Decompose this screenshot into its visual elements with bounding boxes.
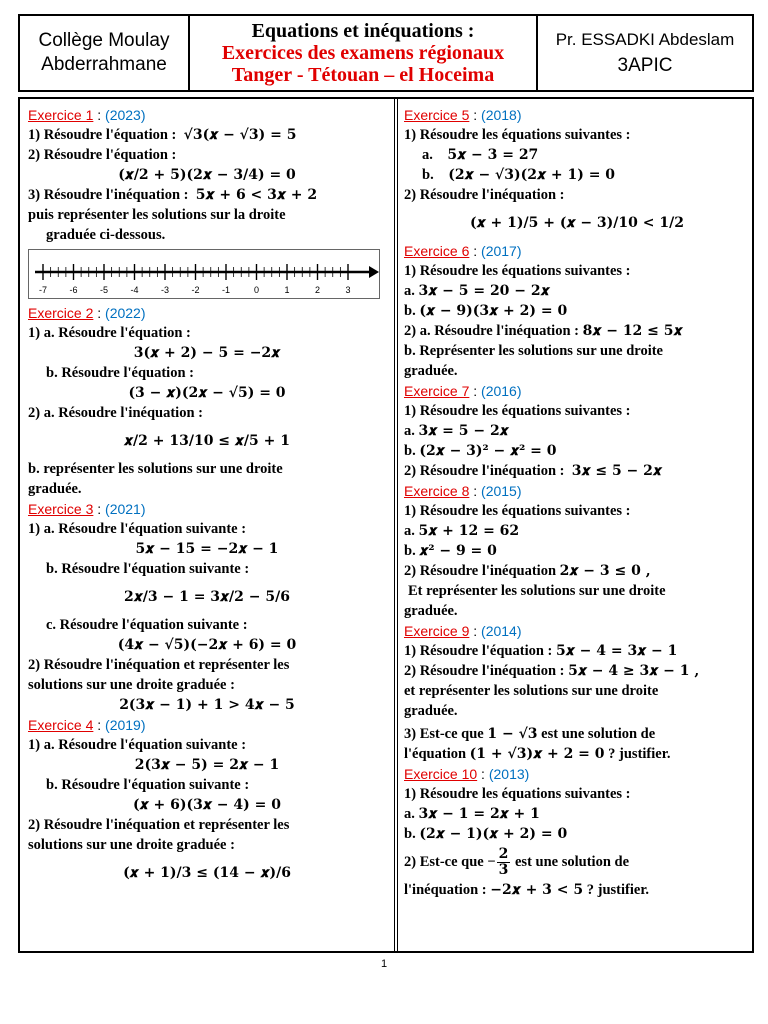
ex4-q1b: b. Résoudre l'équation suivante : — [46, 777, 250, 793]
ex2-q1b: b. Résoudre l'équation : — [46, 365, 194, 381]
item-label: a. — [404, 423, 415, 439]
question-text: ? justifier. — [608, 746, 671, 762]
ex1-q1 — [28, 125, 386, 145]
ex8-q2c: graduée. — [404, 603, 458, 619]
exercise-sheet — [18, 97, 754, 953]
ex2-q2b: b. représenter les solutions sur une droite — [28, 461, 283, 477]
ex8-b — [404, 541, 750, 561]
inequation: (𝒙 + 1)/3 ≤ (14 − 𝒙)/6 — [123, 865, 291, 881]
inequation: 2(3𝒙 − 1) + 1 > 4𝒙 − 5 — [119, 697, 295, 713]
exercise-year: (2016) — [481, 383, 522, 399]
equation: 5𝒙 − 15 = −2𝒙 − 1 — [135, 541, 279, 557]
question-text: 2) Résoudre l'inéquation : — [404, 663, 565, 679]
exercise-name: Exercice 1 — [28, 107, 94, 123]
exercise-year: (2017) — [481, 243, 522, 259]
exercise-year: (2022) — [105, 305, 146, 321]
inequation: 3𝒙 ≤ 5 − 2𝒙 — [571, 463, 662, 479]
inequation: −2𝒙 + 3 < 5 — [490, 882, 584, 898]
ex7-b — [404, 441, 750, 461]
ex4-q2b: solutions sur une droite graduée : — [28, 837, 235, 853]
equation: 2𝒙/3 − 1 = 3𝒙/2 − 5/6 — [124, 589, 290, 605]
exercise-1-heading: Exercice 1 : (2023) — [28, 107, 146, 123]
ex10-q2-line2 — [404, 880, 750, 900]
equation: (𝒙 + 6)(3𝒙 − 4) = 0 — [133, 797, 281, 813]
item-label: b. — [422, 167, 434, 183]
tick-label: -5 — [99, 285, 109, 295]
exercise-year: (2021) — [105, 501, 146, 517]
tick-label: 3 — [345, 285, 351, 295]
exercise-6-heading: Exercice 6 : (2017) — [404, 243, 522, 259]
left-column — [28, 105, 386, 891]
ex2-q2c: graduée. — [28, 481, 82, 497]
tick-label: -3 — [160, 285, 170, 295]
ex7-a — [404, 421, 750, 441]
ex1-q3 — [28, 185, 386, 205]
item-label: b. — [404, 303, 416, 319]
exercise-name: Exercice 5 — [404, 107, 470, 123]
exercise-name: Exercice 7 — [404, 383, 470, 399]
ex2-q1a: 1) a. Résoudre l'équation : — [28, 325, 191, 341]
equation: (2𝒙 − 3)² − 𝒙² = 0 — [419, 443, 557, 459]
column-divider — [394, 99, 398, 951]
school-line-2: Abderrahmane — [41, 54, 167, 75]
ex6-q2c: graduée. — [404, 363, 458, 379]
ex5-a — [404, 145, 750, 165]
exercise-name: Exercice 9 — [404, 623, 470, 639]
ex9-q2 — [404, 661, 750, 681]
question-text: 2) Résoudre l'inéquation — [404, 563, 557, 579]
inequation: 5𝒙 + 6 < 3𝒙 + 2 — [195, 187, 318, 203]
ex6-q2a — [404, 321, 750, 341]
school-cell — [20, 16, 190, 90]
ex9-q2b: et représenter les solutions sur une droite — [404, 683, 659, 699]
equation: (𝒙/2 + 5)(2𝒙 − 3/4) = 0 — [118, 167, 296, 183]
inequation: 5𝒙 − 4 ≥ 3𝒙 − 1 , — [568, 663, 700, 679]
equation: (3 − 𝒙)(2𝒙 − √5) = 0 — [128, 385, 286, 401]
exercise-name: Exercice 3 — [28, 501, 94, 517]
exercise-7-heading: Exercice 7 : (2016) — [404, 383, 522, 399]
item-label: b. — [404, 443, 416, 459]
question-text: 1) Résoudre l'équation : — [404, 643, 553, 659]
ex3-q1b: b. Résoudre l'équation suivante : — [46, 561, 250, 577]
ex1-q2: 2) Résoudre l'équation : — [28, 147, 177, 163]
question-text: 3) Résoudre l'inéquation : — [28, 187, 189, 203]
ex3-q2: 2) Résoudre l'inéquation et représenter les — [28, 657, 290, 673]
page-subtitle-2: Tanger - Tétouan – el Hoceima — [231, 64, 495, 86]
exercise-2-heading: Exercice 2 : (2022) — [28, 305, 146, 321]
equation: (4𝒙 − √5)(−2𝒙 + 6) = 0 — [117, 637, 297, 653]
item-label: a. — [422, 147, 433, 163]
page-subtitle-1: Exercices des examens régionaux — [221, 42, 505, 64]
item-label: a. — [404, 806, 415, 822]
ex6-b — [404, 301, 750, 321]
exercise-year: (2013) — [488, 766, 530, 782]
exercise-name: Exercice 6 — [404, 243, 470, 259]
inequation: 8𝒙 − 12 ≤ 5𝒙 — [582, 323, 683, 339]
exercise-year: (2018) — [481, 107, 522, 123]
ex4-q1a: 1) a. Résoudre l'équation suivante : — [28, 737, 247, 753]
question-text: est une solution de — [541, 726, 656, 742]
exercise-10-heading: Exercice 10 : (2013) — [404, 766, 530, 782]
equation: (2𝒙 − √3)(2𝒙 + 1) = 0 — [448, 167, 616, 183]
ex5-b — [404, 165, 750, 185]
inequation: 2𝒙 − 3 ≤ 0 , — [559, 563, 651, 579]
expression: 1 − √3 — [487, 726, 538, 742]
ex10-a — [404, 804, 750, 824]
number-line-graphic — [29, 250, 379, 298]
ex9-q3-line2 — [404, 744, 750, 764]
inequation: (𝒙 + 1)/5 + (𝒙 − 3)/10 < 1/2 — [470, 215, 684, 231]
exercise-5-heading: Exercice 5 : (2018) — [404, 107, 522, 123]
tick-label: -4 — [130, 285, 139, 295]
equation: 5𝒙 − 3 = 27 — [447, 147, 539, 163]
exercise-4-heading: Exercice 4 : (2019) — [28, 717, 146, 733]
ex9-q3 — [404, 724, 750, 744]
equation: 5𝒙 + 12 = 62 — [418, 523, 520, 539]
equation: √3(𝒙 − √3) = 5 — [183, 127, 297, 143]
class-level: 3APIC — [617, 55, 673, 76]
ex5-q2: 2) Résoudre l'inéquation : — [404, 187, 565, 203]
exercise-year: (2023) — [105, 107, 146, 123]
fraction — [497, 847, 511, 878]
tick-label: -1 — [221, 285, 231, 295]
tick-label: 1 — [284, 285, 290, 295]
number-line — [28, 249, 380, 299]
ex7-q1: 1) Résoudre les équations suivantes : — [404, 403, 631, 419]
ex2-q2a: 2) a. Résoudre l'inéquation : — [28, 405, 203, 421]
ex3-q1c: c. Résoudre l'équation suivante : — [46, 617, 248, 633]
exercise-3-heading: Exercice 3 : (2021) — [28, 501, 146, 517]
equation: 3𝒙 = 5 − 2𝒙 — [418, 423, 509, 439]
tick-label: 0 — [253, 285, 260, 295]
exercise-name: Exercice 8 — [404, 483, 470, 499]
ex9-q1 — [404, 641, 750, 661]
tick-label: -6 — [69, 285, 78, 295]
ex6-q2b: b. Représenter les solutions sur une droite — [404, 343, 663, 359]
inequation: 𝒙/2 + 13/10 ≤ 𝒙/5 + 1 — [124, 433, 290, 449]
ex6-q1: 1) Résoudre les équations suivantes : — [404, 263, 631, 279]
item-label: a. — [404, 523, 415, 539]
number-line-ticks — [39, 264, 351, 295]
fraction-numerator: 2 — [498, 846, 509, 863]
exercise-name: Exercice 4 — [28, 717, 94, 733]
ex8-q2b: Et représenter les solutions sur une droite — [408, 583, 666, 599]
ex10-q2 — [404, 844, 750, 880]
equation: (1 + √3)𝒙 + 2 = 0 — [469, 746, 605, 762]
question-text: 3) Est-ce que — [404, 726, 484, 742]
ex1-q3-line3: graduée ci-dessous. — [46, 227, 166, 243]
item-label: b. — [404, 543, 416, 559]
exercise-year: (2019) — [105, 717, 146, 733]
teacher-cell — [538, 16, 752, 90]
ex10-b — [404, 824, 750, 844]
ex3-q1a: 1) a. Résoudre l'équation suivante : — [28, 521, 247, 537]
tick-label: -2 — [191, 285, 200, 295]
teacher-name: Pr. ESSADKI Abdeslam — [555, 30, 735, 49]
equation: (2𝒙 − 1)(𝒙 + 2) = 0 — [419, 826, 568, 842]
ex1-q3-line2: puis représenter les solutions sur la droite — [28, 207, 286, 223]
equation: 2(3𝒙 − 5) = 2𝒙 − 1 — [134, 757, 280, 773]
ex4-q2: 2) Résoudre l'inéquation et représenter les — [28, 817, 290, 833]
item-label: a. — [404, 283, 415, 299]
school-line-1: Collège Moulay — [38, 30, 170, 51]
ex10-q1: 1) Résoudre les équations suivantes : — [404, 786, 631, 802]
exercise-year: (2015) — [481, 483, 522, 499]
right-column — [404, 105, 750, 900]
exercise-year: (2014) — [481, 623, 522, 639]
question-text: est une solution de — [515, 854, 630, 870]
page-title: Equations et inéquations : — [251, 20, 475, 42]
tick-label: 2 — [314, 285, 321, 295]
question-text: ? justifier. — [586, 882, 650, 898]
exercise-name: Exercice 2 — [28, 305, 94, 321]
question-text: 2) Résoudre l'inéquation : — [404, 463, 565, 479]
equation: 3𝒙 − 5 = 20 − 2𝒙 — [418, 283, 550, 299]
ex8-q1: 1) Résoudre les équations suivantes : — [404, 503, 631, 519]
question-text: l'inéquation : — [404, 882, 487, 898]
axis-arrow — [369, 266, 379, 278]
exercise-name: Exercice 10 — [404, 766, 478, 782]
equation: 3𝒙 − 1 = 2𝒙 + 1 — [418, 806, 540, 822]
ex8-a — [404, 521, 750, 541]
equation: 5𝒙 − 4 = 3𝒙 − 1 — [556, 643, 678, 659]
fraction-denominator: 3 — [498, 862, 509, 879]
equation: 3(𝒙 + 2) − 5 = −2𝒙 — [133, 345, 281, 361]
ex5-q1: 1) Résoudre les équations suivantes : — [404, 127, 631, 143]
ex7-q2 — [404, 461, 750, 481]
exercise-9-heading: Exercice 9 : (2014) — [404, 623, 522, 639]
ex6-a — [404, 281, 750, 301]
item-label: b. — [404, 826, 416, 842]
question-text: l'équation — [404, 746, 467, 762]
title-cell — [190, 16, 538, 90]
header-table — [18, 14, 754, 92]
page-number: 1 — [380, 958, 388, 970]
equation: (𝒙 − 9)(3𝒙 + 2) = 0 — [419, 303, 568, 319]
question-text: 1) Résoudre l'équation : — [28, 127, 177, 143]
question-text: 2) Est-ce que − — [404, 854, 496, 870]
ex9-q2c: graduée. — [404, 703, 458, 719]
equation: 𝒙² − 9 = 0 — [419, 543, 497, 559]
exercise-8-heading: Exercice 8 : (2015) — [404, 483, 522, 499]
ex8-q2 — [404, 561, 750, 581]
question-text: 2) a. Résoudre l'inéquation : — [404, 323, 579, 339]
ex3-q2b: solutions sur une droite graduée : — [28, 677, 235, 693]
tick-label: -7 — [38, 285, 48, 295]
